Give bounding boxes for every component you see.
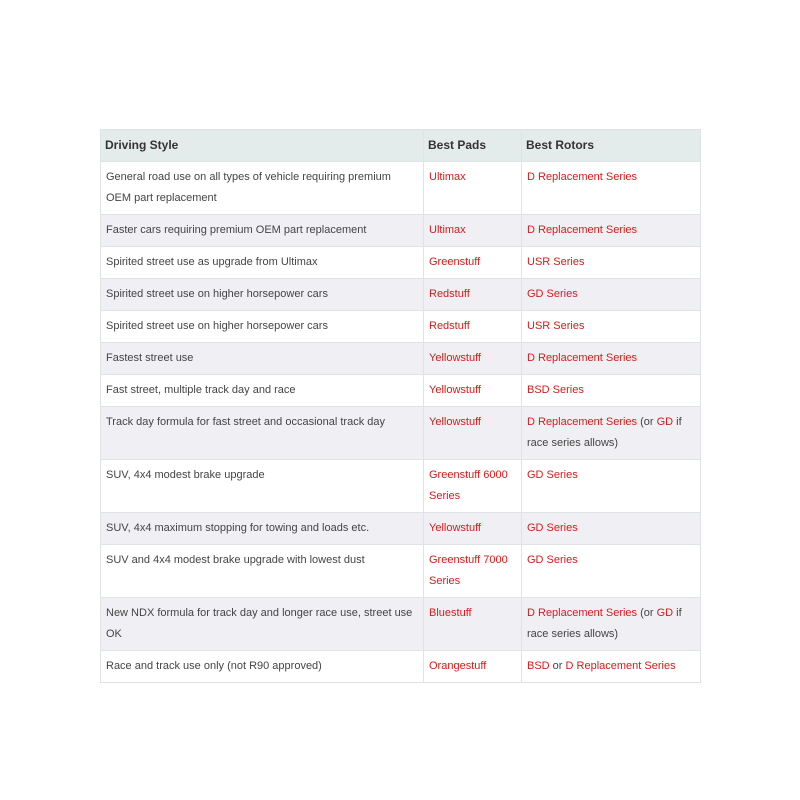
best-rotors-cell xyxy=(522,162,701,215)
rotor-link[interactable]: GD Series xyxy=(527,469,578,481)
rotor-link[interactable]: D Replacement Series xyxy=(565,660,676,672)
rotor-link[interactable]: D Replacement Series xyxy=(527,352,638,364)
rotor-note-text: if race series allows) xyxy=(527,607,682,640)
rotor-note-text: if race series allows) xyxy=(527,416,682,449)
rotor-link[interactable]: D Replacement Series xyxy=(527,607,638,619)
best-rotors-cell xyxy=(522,375,701,407)
best-rotors-cell xyxy=(522,343,701,375)
rotor-link[interactable]: GD xyxy=(656,416,674,428)
driving-style-cell: Faster cars requiring premium OEM part replacement xyxy=(101,215,424,247)
best-pads-link[interactable]: Yellowstuff xyxy=(424,375,522,407)
driving-style-cell: Spirited street use as upgrade from Ultimax xyxy=(101,247,424,279)
best-pads-link[interactable]: Greenstuff 6000 Series xyxy=(424,460,522,513)
table-row xyxy=(101,343,701,375)
best-pads-link[interactable]: Yellowstuff xyxy=(424,513,522,545)
best-pads-link[interactable]: Ultimax xyxy=(424,215,522,247)
rotor-link[interactable]: D Replacement Series xyxy=(527,416,638,428)
table-body xyxy=(101,162,701,683)
driving-style-cell: SUV, 4x4 modest brake upgrade xyxy=(101,460,424,513)
best-rotors-cell xyxy=(522,407,701,460)
table-row xyxy=(101,513,701,545)
rotor-link[interactable]: GD Series xyxy=(527,522,578,534)
rotor-link[interactable]: GD Series xyxy=(527,554,578,566)
best-rotors-cell xyxy=(522,279,701,311)
brake-comparison-table-wrapper xyxy=(100,129,700,683)
table-row xyxy=(101,215,701,247)
rotor-link[interactable]: USR Series xyxy=(527,320,585,332)
best-pads-link[interactable]: Ultimax xyxy=(424,162,522,215)
best-pads-link[interactable]: Redstuff xyxy=(424,279,522,311)
table-row xyxy=(101,460,701,513)
best-pads-link[interactable]: Redstuff xyxy=(424,311,522,343)
driving-style-cell: Fast street, multiple track day and race xyxy=(101,375,424,407)
rotor-link[interactable]: BSD xyxy=(527,660,550,672)
best-rotors-cell xyxy=(522,598,701,651)
table-row xyxy=(101,407,701,460)
best-pads-link[interactable]: Greenstuff xyxy=(424,247,522,279)
best-rotors-cell xyxy=(522,215,701,247)
table-row xyxy=(101,311,701,343)
rotor-note-text: or xyxy=(549,660,566,672)
table-row xyxy=(101,279,701,311)
brake-comparison-table xyxy=(100,129,701,683)
driving-style-cell: Spirited street use on higher horsepower cars xyxy=(101,311,424,343)
header-row xyxy=(101,130,701,162)
table-row xyxy=(101,247,701,279)
driving-style-cell: Track day formula for fast street and occasional track day xyxy=(101,407,424,460)
best-pads-link[interactable]: Bluestuff xyxy=(424,598,522,651)
best-pads-link[interactable]: Orangestuff xyxy=(424,651,522,683)
driving-style-cell: Spirited street use on higher horsepower cars xyxy=(101,279,424,311)
table-row xyxy=(101,545,701,598)
best-rotors-cell xyxy=(522,651,701,683)
best-rotors-cell xyxy=(522,513,701,545)
rotor-link[interactable]: D Replacement Series xyxy=(527,224,638,236)
best-rotors-cell xyxy=(522,460,701,513)
table-row xyxy=(101,375,701,407)
header-driving-style: Driving Style xyxy=(101,130,424,162)
best-rotors-cell xyxy=(522,311,701,343)
best-rotors-cell xyxy=(522,545,701,598)
rotor-link[interactable]: BSD Series xyxy=(527,384,584,396)
rotor-link[interactable]: D Replacement Series xyxy=(527,171,638,183)
driving-style-cell: New NDX formula for track day and longer race use, street use OK xyxy=(101,598,424,651)
rotor-link[interactable]: GD Series xyxy=(527,288,578,300)
table-row xyxy=(101,651,701,683)
driving-style-cell: Fastest street use xyxy=(101,343,424,375)
rotor-link[interactable]: GD xyxy=(656,607,674,619)
best-pads-link[interactable]: Yellowstuff xyxy=(424,407,522,460)
driving-style-cell: SUV, 4x4 maximum stopping for towing and loads etc. xyxy=(101,513,424,545)
rotor-note-text: (or xyxy=(637,607,657,619)
header-best-pads: Best Pads xyxy=(424,130,522,162)
rotor-note-text: (or xyxy=(637,416,657,428)
header-best-rotors: Best Rotors xyxy=(522,130,701,162)
driving-style-cell: Race and track use only (not R90 approved) xyxy=(101,651,424,683)
best-pads-link[interactable]: Greenstuff 7000 Series xyxy=(424,545,522,598)
driving-style-cell: General road use on all types of vehicle requiring premium OEM part replacement xyxy=(101,162,424,215)
table-header xyxy=(101,130,701,162)
best-rotors-cell xyxy=(522,247,701,279)
table-row xyxy=(101,162,701,215)
best-pads-link[interactable]: Yellowstuff xyxy=(424,343,522,375)
rotor-link[interactable]: USR Series xyxy=(527,256,585,268)
driving-style-cell: SUV and 4x4 modest brake upgrade with lowest dust xyxy=(101,545,424,598)
table-row xyxy=(101,598,701,651)
